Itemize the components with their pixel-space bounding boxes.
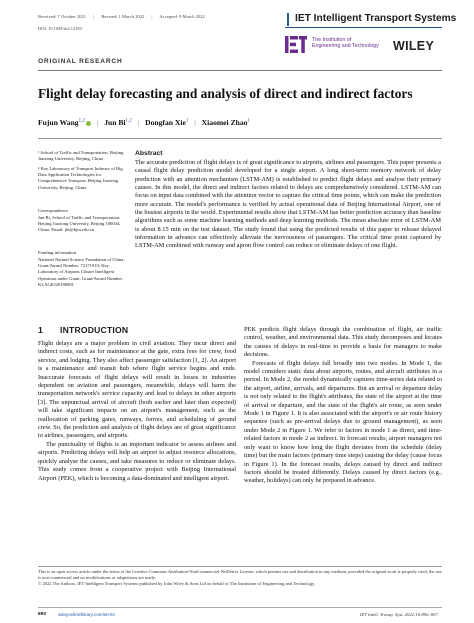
divider: [38, 70, 442, 71]
funding-heading: Funding information: [38, 250, 77, 255]
paragraph: Forecasts of flight delays fall broadly into two modes. In Mode 1, the model considers static data about airports, routes, and aircraft attributes in a period. In Mode 2, the model dynamically captures time-series data related to the airport, airline, arrivals, and departures. But an arrival or departure delay is not only related to the flight's attributes, the state of the airport at the time of arrival or departure, and the state of the flight's air route, as seen under Mode 1 in Figure 1. It is also associated with the airport's or air route history sequence (such as pre-arrival delays due to ground management), as seen under Mode 2 in Figure 1. We refer to factors in mode 1 as direct, and time-related factors in mode 2 as indirect. In forecast results, airport managers not only want to know how long the flight deviates from the schedule (delay time) but the main factors (primary time steps) causing the delay (cause focus in Figure 1). In the forecast results, delays caused by direct and indirect factors should be treated differently. Delays caused by direct factors (e.g., weather, holidays) can only be prepared in advance.: [244, 359, 442, 485]
divider: [38, 607, 442, 608]
author-name[interactable]: Fujun Wang: [38, 118, 79, 127]
section-title: INTRODUCTION: [60, 325, 129, 335]
correspondence-heading: Correspondence: [38, 208, 68, 213]
wiley-logo: WILEY: [393, 39, 435, 53]
page-number: 890: [38, 612, 47, 617]
divider: [38, 566, 442, 567]
paragraph: Flight delays are a major problem in civil aviation. They incur direct and indirect costs, such as for maintenance at the gate, extra fees for crew, food service, and lodging. They also affect passenger satisfaction [1, 2]. An airport is a maintenance and transit hub where flight service begins and ends. Inaccurate forecasts of flight delays will result in losses to industries dependent on aviation and passengers, meanwhile, delays will harm the transportation network's service capacity and lead to delays in other airports [3]. The unpunctual arrival of aircraft (both earlier and later than expected) will take significant impacts on an airport's management, such as the reallocation of parking gates, runways, ferries, and scheduling of ground crew. So, the prediction and analysis of flight delays are of great significance to airlines, passengers, and airports.: [38, 340, 236, 440]
correspondence-body: Jun Bi, School of Traffic and Transportation, Beijing Jiaotong University, Beijing 100044, China. Email: jbi@bjtu.edu.cn: [38, 215, 121, 233]
abstract-text: The accurate prediction of flight delays is of great significance to airports, airlines and passengers. This paper presents a causal flight delay prediction model developed for a single airport. A long short-term memory network of delay prediction with an attention mechanism (LSTM-AM) is established to predict flight delays and analyse their primary causes. In this model, the direct and indirect factors related to delays are comprehensively considered. LSTM-AM can focus on input data combined with the attention vector to capture the critical time points, which can make the prediction more accurate. The model's performance is verified by actual operational data of Beijing International Airport, one of the busiest airports in the world. Experimental results show that LSTM-AM has better prediction accuracy than baseline algorithms such as some machine learning methods and deep learning methods. The mean absolute error of LSTM-AM is about 8.15 min on the test dataset. The study found that using the predicted results of this paper to release delayed information in advance can effectively alleviate the nervousness of passengers. The critical time point captured by LSTM-AM combined with runway and apron flow control can reduce or eliminate delays of one flight.: [135, 159, 441, 250]
author-name[interactable]: Dongfan Xie: [145, 118, 186, 127]
divider: [38, 138, 442, 139]
funding-body: National Natural Science Foundation of China, Grant/Award Number: 72171019; Key Laboratory of Airports Cluster Intelligent Operation under Grant, Grant/Award Number: KLAGIO20180801: [38, 257, 125, 287]
author-name[interactable]: Xiaomei Zhao: [201, 118, 248, 127]
paragraph: PEK predicts flight delays through the combination of flight, air traffic control, weather, and environmental data. This study decomposes and locates the causes of delays in real-time to provide a basis for managers to make decisions.: [244, 326, 442, 359]
revised-date: Revised: 1 March 2022: [101, 14, 145, 19]
article-title: Flight delay forecasting and analysis of direct and indirect factors: [38, 86, 413, 101]
dates-line: Received: 7 October 2021 | Revised: 1 March 2022 | Accepted: 9 March 2022: [38, 14, 205, 19]
orcid-icon[interactable]: [86, 121, 91, 126]
license-footer: [38, 569, 442, 587]
author-list: Fujun Wang$^{1,2}$ | Jun Bi$^{1,2}$ | Dongfan Xie$^1$ | Xiaomei Zhao$^1$: [38, 118, 250, 127]
abstract-heading: Abstract: [135, 150, 163, 157]
left-column: [38, 340, 236, 483]
journal-title[interactable]: IET Intelligent Transport Systems: [295, 13, 457, 24]
citation: IET Intell. Transp. Syst. 2022;16:890–907.: [360, 612, 439, 617]
section-number: 1: [38, 325, 43, 335]
license-text: This is an open access article under the terms of the Creative Commons Attribution-NonCommercial-NoDerivs License, which permits use and distribution in any medium, provided the original work is properly cited, the use is non-commercial and no modifications or adaptations are made.: [38, 569, 442, 581]
iet-name: The Institution of Engineering and Technology: [312, 37, 379, 50]
affiliation-2: ² Key Laboratory of Transport Industry of Big Data Application Technologies for Comprehensive Transport, Beijing Jiaotong University, Beijing, China: [38, 166, 123, 190]
journal-bar-line: [287, 13, 289, 26]
article-type: ORIGINAL RESEARCH: [38, 58, 123, 65]
received-date: Received: 7 October 2021: [38, 14, 87, 19]
paragraph: The punctuality of flights is an important indicator to assess airlines and airports. Predicting delays will help an airport to adjust resource allocations, quickly analyse the causes, and take measures to reduce or eliminate delays. This study comes from a cooperative project with Beijing International Airport (PEK), which is becoming a data-dominated and intelligent airport.: [38, 440, 236, 482]
iet-logo-icon: [285, 36, 307, 53]
accepted-date: Accepted: 9 March 2022: [159, 14, 205, 19]
copyright-text: © 2022 The Authors. IET Intelligent Transport Systems published by John Wiley & Sons Ltd on behalf of The Institution of Engineering and Technology.: [38, 581, 316, 587]
doi[interactable]: DOI: 10.1049/itr2.12183: [38, 26, 82, 31]
right-column: [244, 326, 442, 486]
journal-url-link[interactable]: wileyonlinelibrary.com/iet-its: [58, 612, 115, 617]
journal-bar: [285, 13, 457, 28]
author-name[interactable]: Jun Bi: [104, 118, 126, 127]
affiliation-1: ¹ School of Traffic and Transportation, Beijing Jiaotong University, Beijing, China: [38, 150, 124, 162]
